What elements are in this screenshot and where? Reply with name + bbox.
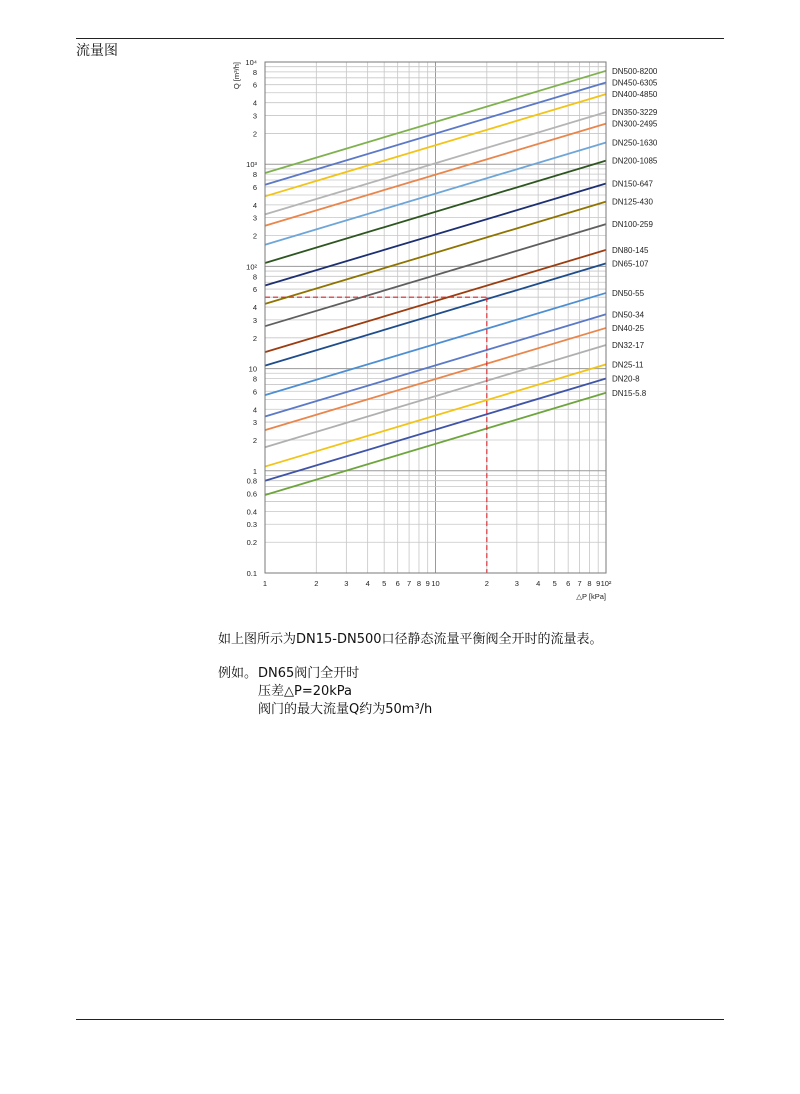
x-tick-label: 9 <box>596 579 601 588</box>
x-tick-label: 9 <box>425 579 430 588</box>
x-tick-label: 3 <box>344 579 349 588</box>
y-tick-label: 10⁴ <box>245 58 257 67</box>
chart-description: 如上图所示为DN15-DN500口径静态流量平衡阀全开时的流量表。 <box>218 632 603 647</box>
x-tick-label: 6 <box>566 579 571 588</box>
x-tick-label: 2 <box>314 579 319 588</box>
series-label: DN20-8 <box>612 374 640 384</box>
series-label: DN350-3229 <box>612 108 658 118</box>
x-tick-label: 10² <box>600 579 612 588</box>
y-tick-label: 0.1 <box>246 569 257 578</box>
y-tick-label: 10 <box>248 364 257 374</box>
x-tick-label: 4 <box>365 579 370 588</box>
series-label: DN50-34 <box>612 310 645 320</box>
section-title: 流量图 <box>76 43 118 59</box>
y-tick-label: 4 <box>252 200 257 210</box>
y-tick-label: 4 <box>252 405 257 415</box>
x-tick-label: 8 <box>587 579 592 588</box>
series-label: DN15-5.8 <box>612 388 647 398</box>
y-tick-label: 3 <box>252 418 257 428</box>
y-tick-label: 8 <box>252 67 257 77</box>
y-tick-label: 6 <box>252 182 257 192</box>
y-tick-label: 4 <box>252 98 257 108</box>
y-tick-label: 0.4 <box>246 507 257 517</box>
x-tick-label: 5 <box>382 579 387 588</box>
x-tick-label: 2 <box>484 579 489 588</box>
y-tick-label: 8 <box>252 374 257 384</box>
x-tick-label: 3 <box>514 579 519 588</box>
series-label: DN450-6305 <box>612 78 658 88</box>
y-axis-label: Q [m³/h] <box>232 62 241 90</box>
series-label: DN300-2495 <box>612 119 658 129</box>
y-tick-label: 1 <box>252 466 257 476</box>
series-label: DN25-11 <box>612 360 644 370</box>
series-label: DN32-17 <box>612 341 645 351</box>
series-label: DN150-647 <box>612 179 653 189</box>
y-tick-label: 10³ <box>246 160 257 170</box>
y-tick-label: 0.2 <box>246 538 257 548</box>
x-tick-label: 4 <box>536 579 541 588</box>
example-line-2: 压差△P=20kPa <box>258 684 353 699</box>
series-label: DN100-259 <box>612 220 653 230</box>
y-tick-label: 0.3 <box>246 520 257 530</box>
y-tick-label: 0.8 <box>246 476 257 486</box>
x-tick-label: 6 <box>395 579 400 588</box>
y-tick-label: 2 <box>252 436 257 446</box>
y-tick-label: 2 <box>252 129 257 139</box>
y-tick-label: 3 <box>252 111 257 121</box>
series-label: DN40-25 <box>612 323 645 333</box>
x-tick-label: 5 <box>552 579 557 588</box>
y-tick-label: 4 <box>252 303 257 313</box>
series-label: DN65-107 <box>612 259 649 269</box>
example-label: 例如。 <box>218 666 258 681</box>
series-label: DN500-8200 <box>612 66 658 76</box>
y-tick-label: 6 <box>252 80 257 90</box>
x-tick-label: 7 <box>407 579 412 588</box>
series-label: DN80-145 <box>612 245 649 255</box>
series-label: DN400-4850 <box>612 90 658 100</box>
series-label: DN125-430 <box>612 197 653 207</box>
x-tick-label: 7 <box>577 579 582 588</box>
y-tick-label: 2 <box>252 231 257 241</box>
series-label: DN250-1630 <box>612 138 658 148</box>
x-axis-label: △P [kPa] <box>576 592 606 601</box>
example-line-1: DN65阀门全开时 <box>258 666 360 681</box>
y-tick-label: 10² <box>246 262 257 272</box>
y-tick-label: 2 <box>252 333 257 343</box>
y-tick-label: 3 <box>252 213 257 223</box>
bottom-rule <box>76 1019 724 1020</box>
y-tick-label: 6 <box>252 285 257 295</box>
x-tick-label: 10 <box>431 579 440 588</box>
series-label: DN200-1085 <box>612 156 658 166</box>
y-tick-label: 0.6 <box>246 489 257 499</box>
y-tick-label: 3 <box>252 315 257 325</box>
series-label: DN50-55 <box>612 288 645 298</box>
example-line-3: 阀门的最大流量Q约为50m³/h <box>258 702 433 717</box>
x-tick-label: 8 <box>416 579 422 588</box>
y-tick-label: 6 <box>252 387 257 397</box>
x-tick-label: 1 <box>262 579 268 588</box>
y-tick-label: 8 <box>252 170 257 180</box>
y-tick-label: 8 <box>252 272 257 282</box>
